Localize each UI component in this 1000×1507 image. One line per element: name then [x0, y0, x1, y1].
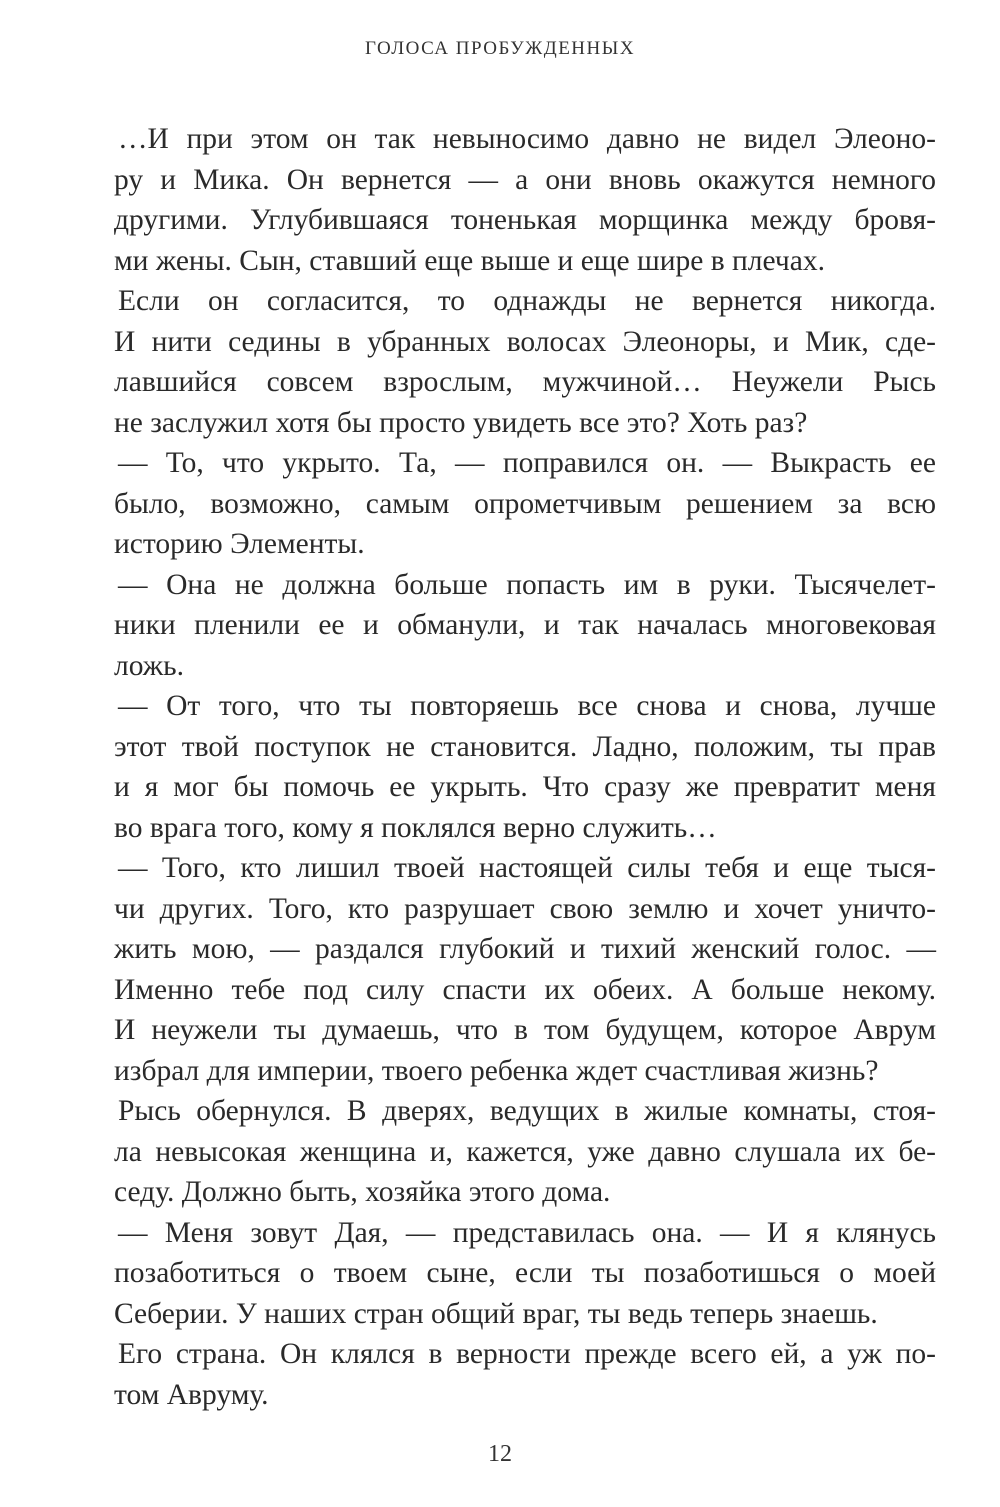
text-line: ми жены. Сын, ставший еще выше и еще шире в плечах. [114, 244, 825, 277]
text-line: избрал для империи, твоего ребенка ждет счастливая жизнь? [114, 1054, 879, 1087]
text-line: …И при этом он так невыносимо давно не видел Элеоно- [118, 123, 936, 155]
paragraph [114, 1213, 936, 1335]
text-line: Себерии. У наших стран общий враг, ты ведь теперь знаешь. [114, 1297, 878, 1330]
text-line: не заслужил хотя бы просто увидеть все это? Хоть раз? [114, 406, 808, 439]
paragraph [114, 443, 936, 565]
text-line: жить мою, — раздался глубокий и тихий женский голос. — [114, 933, 936, 965]
text-line: — От того, что ты повторяешь все снова и снова, лучше [118, 690, 936, 722]
text-line: чи других. Того, кто разрушает свою землю и хочет уничто- [114, 892, 936, 925]
paragraph [114, 1091, 936, 1213]
text-line: — То, что укрыто. Та, — поправился он. — Выкрасть ее [118, 447, 936, 479]
text-line: — Она не должна больше попасть им в руки. Тысячелет- [118, 568, 936, 601]
text-line: было, возможно, самым опрометчивым решением за всю [114, 487, 936, 520]
text-line: седу. Должно быть, хозяйка этого дома. [114, 1176, 611, 1208]
text-line: историю Элементы. [114, 528, 365, 560]
text-line: ру и Мика. Он вернется — а они вновь окажутся немного [114, 163, 936, 196]
text-line: — Того, кто лишил твоей настоящей силы тебя и еще тыся- [118, 852, 936, 884]
text-line: ники пленили ее и обманули, и так началась многовековая [114, 609, 936, 641]
text-line: И нити седины в убранных волосах Элеоноры, и Мик, сде- [114, 325, 936, 358]
text-line: во врага того, кому я поклялся верно служить… [114, 811, 717, 844]
text-line: позаботиться о твоем сыне, если ты позаботишься о моей [114, 1257, 936, 1289]
text-line: этот твой поступок не становится. Ладно, положим, ты прав [114, 730, 936, 763]
paragraph [114, 281, 936, 443]
text-line: лавшийся совсем взрослым, мужчиной… Неужели Рысь [114, 366, 936, 398]
text-line: Если он согласится, то однажды не вернется никогда. [118, 285, 936, 317]
text-line: Его страна. Он клялся в верности прежде всего ей, а уж по- [118, 1338, 936, 1370]
text-line: Рысь обернулся. В дверях, ведущих в жилые комнаты, стоя- [118, 1095, 936, 1127]
text-line: — Меня зовут Дая, — представилась она. — И я клянусь [118, 1216, 936, 1249]
paragraph [114, 848, 936, 1091]
paragraph [114, 119, 936, 281]
body-text [114, 119, 936, 1415]
paragraph [114, 686, 936, 848]
text-line: Именно тебе под силу спасти их обеих. А больше некому. [114, 973, 936, 1006]
running-head: ГОЛОСА ПРОБУЖДЕННЫХ [364, 38, 636, 59]
text-line: том Авруму. [114, 1378, 269, 1411]
paragraph [114, 565, 936, 687]
text-line: и я мог бы помочь ее укрыть. Что сразу же превратит меня [114, 771, 936, 803]
text-line: И неужели ты думаешь, что в том будущем, которое Аврум [114, 1014, 936, 1046]
text-line: ложь. [114, 649, 184, 682]
page-number: 12 [488, 1441, 512, 1467]
paragraph [114, 1334, 936, 1415]
text-line: другими. Углубившаяся тоненькая морщинка между бровя- [114, 204, 936, 236]
text-line: ла невысокая женщина и, кажется, уже давно слушала их бе- [114, 1135, 936, 1168]
